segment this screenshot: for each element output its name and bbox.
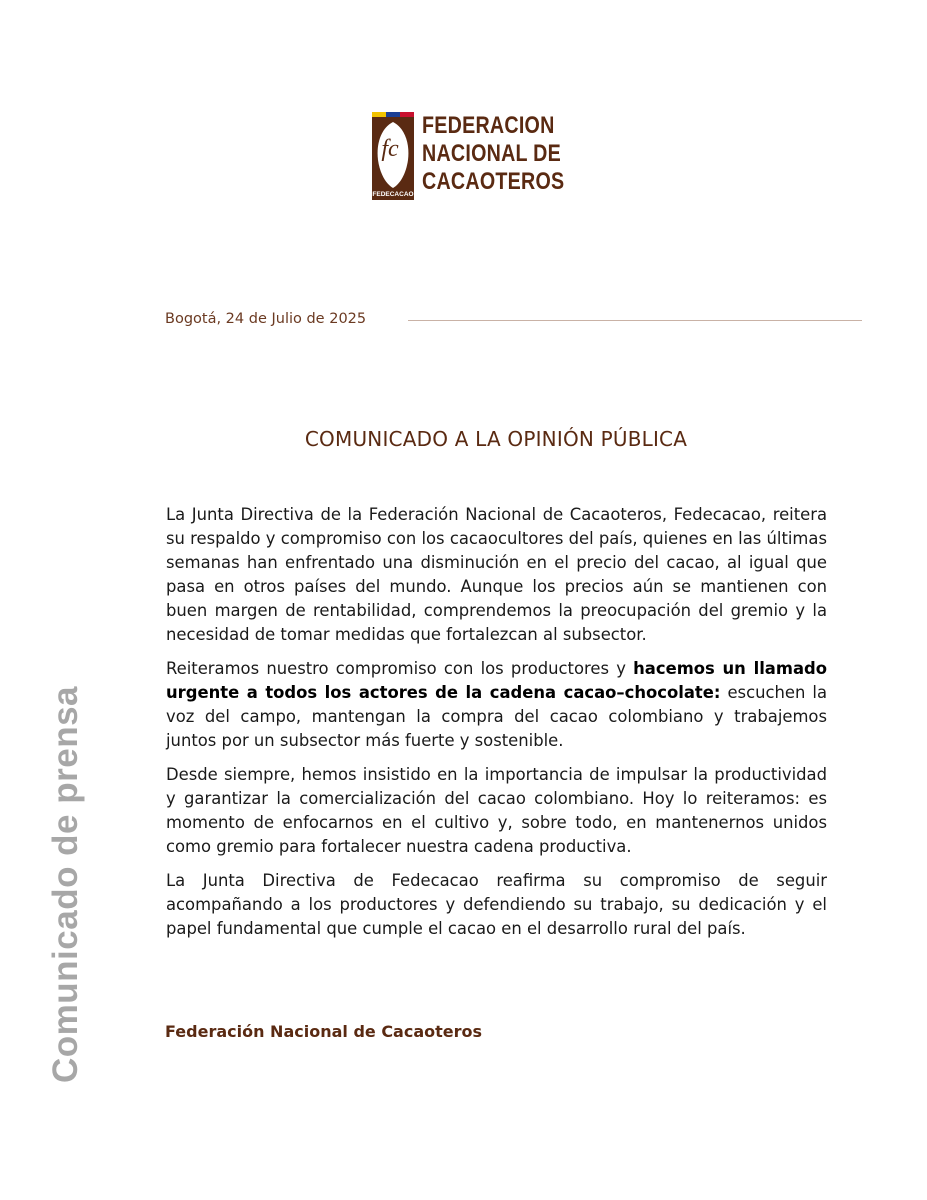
page-title: COMUNICADO A LA OPINIÓN PÚBLICA bbox=[304, 427, 688, 451]
fedecacao-emblem-icon bbox=[372, 112, 416, 200]
date-text: Bogotá, 24 de Julio de 2025 bbox=[165, 311, 367, 327]
date-divider bbox=[408, 320, 862, 321]
paragraph-2-highlight: hacemos un llamado urgente a todos los actores de la cadena cacao–chocolate: bbox=[166, 659, 828, 702]
paragraph-3: Desde siempre, hemos insistido en la importancia de impulsar la productividad y garantizar la comercialización del cacao colombiano. Hoy lo reiteramos: es momento de enfocarnos en el cultivo y, sobre todo, en mantenernos unidos como gremio para fortalecer nuestra cadena productiva. bbox=[166, 765, 827, 856]
logo-line-3: CACAOTEROS bbox=[422, 168, 565, 195]
logo-small-text: FEDECACAO bbox=[372, 191, 414, 198]
press-release-body bbox=[166, 503, 827, 951]
paragraph-2-closing: escuchen la voz del campo, mantengan la compra del cacao colombiano y trabajemos juntos por un subsector más fuerte y sostenible. bbox=[166, 683, 827, 750]
logo-monogram: fc bbox=[381, 136, 399, 162]
side-label: Comunicado de prensa bbox=[46, 685, 85, 1083]
logo-line-2: NACIONAL DE bbox=[422, 140, 562, 167]
logo-wordmark bbox=[422, 112, 564, 196]
paragraph-2 bbox=[166, 657, 827, 753]
fedecacao-logo bbox=[372, 112, 572, 202]
logo-line-1: FEDERACION bbox=[422, 112, 555, 139]
paragraph-2-intro: Reiteramos nuestro compromiso con los productores y bbox=[166, 659, 634, 678]
dateline bbox=[165, 311, 862, 331]
signature: Federación Nacional de Cacaoteros bbox=[165, 1022, 483, 1041]
paragraph-1: La Junta Directiva de la Federación Nacional de Cacaoteros, Fedecacao, reitera su respaldo y compromiso con los cacaocultores del país, quienes en las últimas semanas han enfrentado una disminución en el precio del cacao, al igual que pasa en otros países del mundo. Aunque los precios aún se mantienen con buen margen de rentabilidad, comprendemos la preocupación del gremio y la necesidad de tomar medidas que fortalezcan al subsector. bbox=[166, 505, 827, 644]
paragraph-4: La Junta Directiva de Fedecacao reafirma su compromiso de seguir acompañando a los productores y defendiendo su trabajo, su dedicación y el papel fundamental que cumple el cacao en el desarrollo rural del país. bbox=[166, 871, 827, 938]
